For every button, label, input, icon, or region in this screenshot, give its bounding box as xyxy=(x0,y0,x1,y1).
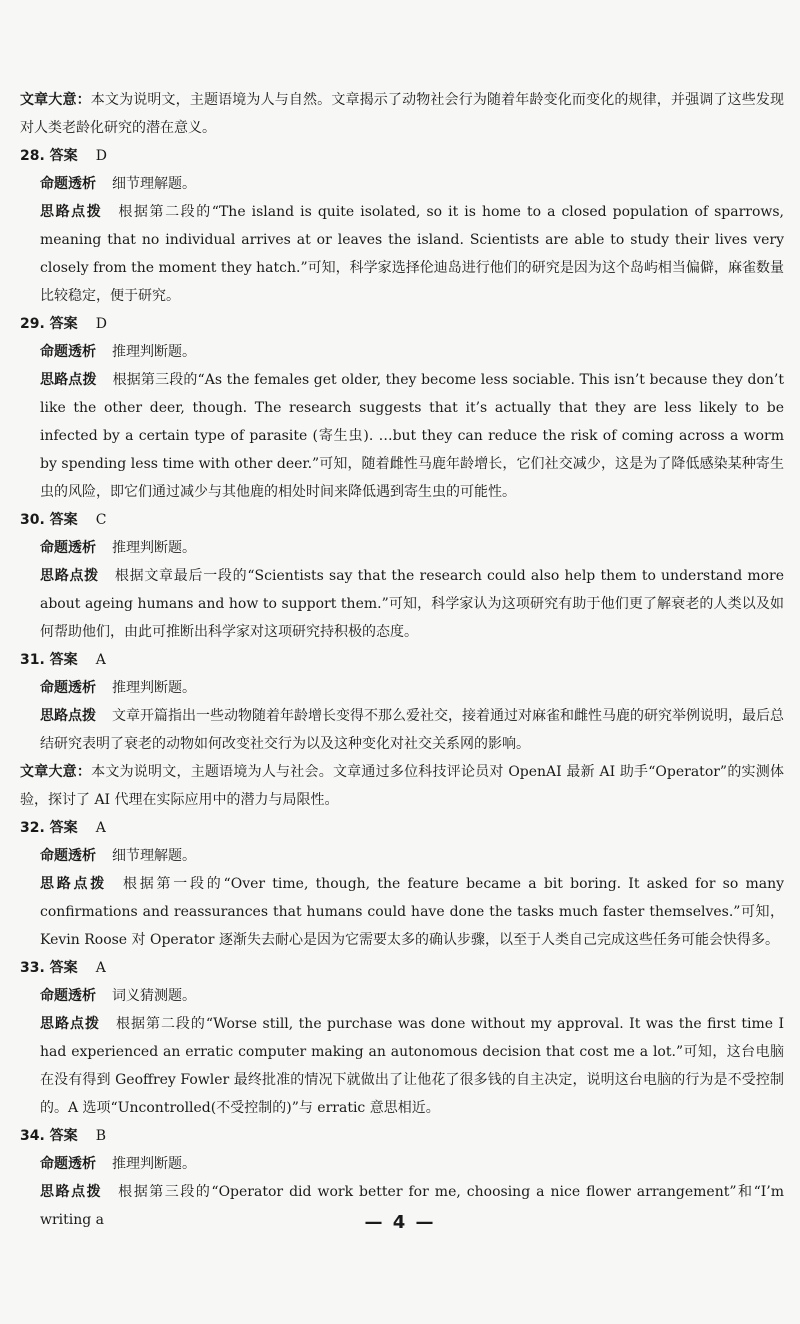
article-summary-1 xyxy=(20,86,784,142)
type-text: 细节理解题。 xyxy=(112,176,196,192)
analysis-text: 根据第三段的“Operator did work better for me, choosing a nice flower arrangement”和“I’m writing a xyxy=(40,1184,785,1228)
answer-letter: C xyxy=(95,512,107,528)
question-31-type xyxy=(20,674,784,702)
analysis-text: 文章开篇指出一些动物随着年龄增长变得不那么爱社交，接着通过对麻雀和雌性马鹿的研究举例说明，最后总结研究表明了衰老的动物如何改变社交行为以及这种变化对社交关系网的影响。 xyxy=(40,708,784,752)
question-33-type xyxy=(20,982,784,1010)
analysis-text: 根据第三段的“As the females get older, they become less sociable. This isn’t because they don’t like the other deer, though. The research suggests that it’s actually that they are less likely to be infected by a certain type of parasite (寄生虫). …but they can reduce the risk of coming across a worm by spending less time with other deer.”可知，随着雌性马鹿年龄增长，它们社交减少，这是为了降低感染某种寄生虫的风险，即它们通过减少与其他鹿的相处时间来降低遇到寄生虫的可能性。 xyxy=(40,372,784,500)
page-content xyxy=(20,86,784,1234)
summary-label: 文章大意： xyxy=(20,92,91,108)
type-text: 推理判断题。 xyxy=(112,540,196,556)
type-label: 命题透析 xyxy=(40,988,96,1004)
type-text: 词义猜测题。 xyxy=(112,988,196,1004)
answer-letter: A xyxy=(95,960,106,976)
question-34-type xyxy=(20,1150,784,1178)
analysis-text: 根据第二段的“The island is quite isolated, so it is home to a closed population of sparrows, meaning that no individual arrives at or leaves the island. Scientists are able to study their lives very closely from the moment they hatch.”可知，科学家选择伦迪岛进行他们的研究是因为这个岛屿相当偏僻，麻雀数量比较稳定，便于研究。 xyxy=(40,204,785,304)
analysis-label: 思路点拨 xyxy=(40,1016,100,1032)
question-number: 29. 答案 xyxy=(20,316,78,332)
question-32-type xyxy=(20,842,784,870)
analysis-label: 思路点拨 xyxy=(40,1184,103,1200)
type-text: 细节理解题。 xyxy=(112,848,196,864)
analysis-label: 思路点拨 xyxy=(40,876,108,892)
analysis-label: 思路点拨 xyxy=(40,204,103,220)
question-29-analysis xyxy=(20,366,784,506)
question-33-analysis xyxy=(20,1010,784,1122)
question-31-answer xyxy=(20,646,784,674)
analysis-label: 思路点拨 xyxy=(40,568,99,584)
type-text: 推理判断题。 xyxy=(112,1156,196,1172)
summary-label: 文章大意： xyxy=(20,764,92,780)
question-32-analysis xyxy=(20,870,784,954)
type-text: 推理判断题。 xyxy=(112,344,196,360)
type-label: 命题透析 xyxy=(40,344,96,360)
type-label: 命题透析 xyxy=(40,680,96,696)
question-number: 31. 答案 xyxy=(20,652,78,668)
type-label: 命题透析 xyxy=(40,848,96,864)
question-number: 34. 答案 xyxy=(20,1128,78,1144)
type-label: 命题透析 xyxy=(40,176,96,192)
analysis-text: 根据文章最后一段的“Scientists say that the research could also help them to understand more about ageing humans and how to support them.”可知，科学家认为这项研究有助于他们更了解衰老的人类以及如何帮助他们，由此可推断出科学家对这项研究持积极的态度。 xyxy=(40,568,785,640)
summary-text: 本文为说明文，主题语境为人与自然。文章揭示了动物社会行为随着年龄变化而变化的规律，并强调了这些发现对人类老龄化研究的潜在意义。 xyxy=(20,92,785,136)
question-30-type xyxy=(20,534,784,562)
question-30-analysis xyxy=(20,562,784,646)
analysis-text: 根据第二段的“Worse still, the purchase was done without my approval. It was the first time I had experienced an erratic computer making an autonomous decision that cost me a lot.”可知，这台电脑在没有得到 Geoffrey Fowler 最终批准的情况下就做出了让他花了很多钱的自主决定，说明这台电脑的行为是不受控制的。A 选项“Uncontrolled(不受控制的)”与 erratic 意思相近。 xyxy=(40,1016,785,1116)
question-28-analysis xyxy=(20,198,784,310)
type-label: 命题透析 xyxy=(40,540,96,556)
question-number: 33. 答案 xyxy=(20,960,78,976)
article-summary-2 xyxy=(20,758,784,814)
type-text: 推理判断题。 xyxy=(112,680,196,696)
page-number: — 4 — xyxy=(364,1212,436,1233)
question-31-analysis xyxy=(20,702,784,758)
question-28-type xyxy=(20,170,784,198)
question-34-answer xyxy=(20,1122,784,1150)
question-number: 32. 答案 xyxy=(20,820,78,836)
analysis-label: 思路点拨 xyxy=(40,372,97,388)
question-number: 30. 答案 xyxy=(20,512,78,528)
answer-letter: A xyxy=(95,820,106,836)
question-29-type xyxy=(20,338,784,366)
question-32-answer xyxy=(20,814,784,842)
question-29-answer xyxy=(20,310,784,338)
question-33-answer xyxy=(20,954,784,982)
analysis-label: 思路点拨 xyxy=(40,708,96,724)
question-number: 28. 答案 xyxy=(20,148,78,164)
answer-letter: B xyxy=(95,1128,106,1144)
type-label: 命题透析 xyxy=(40,1156,96,1172)
question-30-answer xyxy=(20,506,784,534)
summary-text: 本文为说明文，主题语境为人与社会。文章通过多位科技评论员对 OpenAI 最新 AI 助手“Operator”的实测体验，探讨了 AI 代理在实际应用中的潜力与局限性。 xyxy=(20,764,784,808)
answer-letter: A xyxy=(95,652,106,668)
question-28-answer xyxy=(20,142,784,170)
analysis-text: 根据第一段的“Over time, though, the feature became a bit boring. It asked for so many confirmations and reassurances that humans could have done the tasks much faster themselves.”可知，Kevin Roose 对 Operator 逐渐失去耐心是因为它需要太多的确认步骤，以至于人类自己完成这些任务可能会快得多。 xyxy=(40,876,785,948)
answer-letter: D xyxy=(95,148,107,164)
answer-letter: D xyxy=(95,316,107,332)
